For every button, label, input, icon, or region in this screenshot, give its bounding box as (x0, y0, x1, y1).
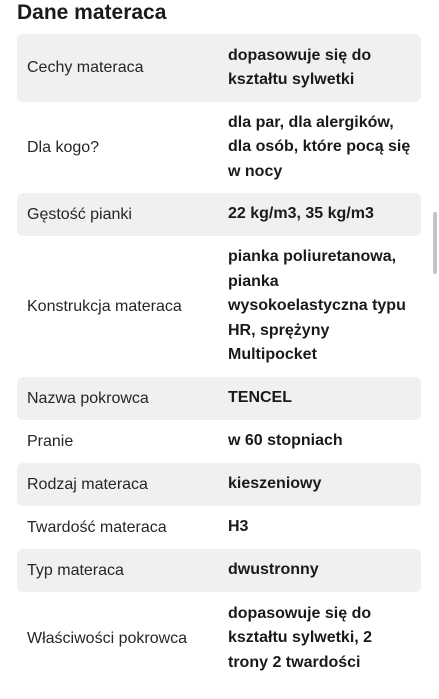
spec-value: pianka poliuretanowa, pianka wysokoelastyczna typu HR, sprężyny Multipocket (228, 248, 406, 364)
spec-row-gestosc-pianki (17, 193, 421, 236)
spec-row-pranie (17, 420, 421, 463)
spec-label: Nazwa pokrowca (27, 389, 149, 407)
spec-label: Typ materaca (27, 561, 124, 579)
spec-value: kieszeniowy (228, 475, 322, 493)
spec-label: Właściwości pokrowca (27, 629, 188, 647)
spec-row-nazwa-pokrowca (17, 377, 421, 420)
spec-row-dla-kogo (17, 102, 421, 193)
spec-label: Gęstość pianki (27, 205, 132, 223)
spec-label: Konstrukcja materaca (27, 297, 182, 315)
spec-value: w 60 stopniach (228, 432, 343, 450)
spec-row-wlasciwosci-pokrowca (17, 592, 421, 685)
spec-row-cechy-materaca (17, 34, 421, 102)
section-title: Dane materaca (17, 1, 167, 24)
spec-value: dopasowuje się do kształtu sylwetki (228, 46, 372, 88)
spec-label: Twardość materaca (27, 518, 167, 536)
spec-value: dwustronny (228, 561, 319, 579)
spec-row-typ-materaca (17, 549, 421, 592)
spec-value: dla par, dla alergików, dla osób, które pocą się w nocy (228, 113, 411, 180)
spec-table (17, 34, 421, 685)
spec-label: Pranie (27, 432, 74, 450)
spec-value: 22 kg/m3, 35 kg/m3 (228, 205, 374, 223)
scrollbar-thumb[interactable] (433, 212, 437, 274)
spec-value: H3 (228, 518, 249, 536)
spec-value: TENCEL (228, 389, 292, 407)
spec-label: Rodzaj materaca (27, 475, 148, 493)
spec-label: Cechy materaca (27, 59, 144, 76)
spec-label: Dla kogo? (27, 138, 100, 156)
spec-row-twardosc-materaca (17, 506, 421, 549)
spec-value: dopasowuje się do kształtu sylwetki, 2 trony 2 twardości (228, 604, 373, 671)
spec-row-konstrukcja-materaca (17, 236, 421, 377)
spec-row-rodzaj-materaca (17, 463, 421, 506)
